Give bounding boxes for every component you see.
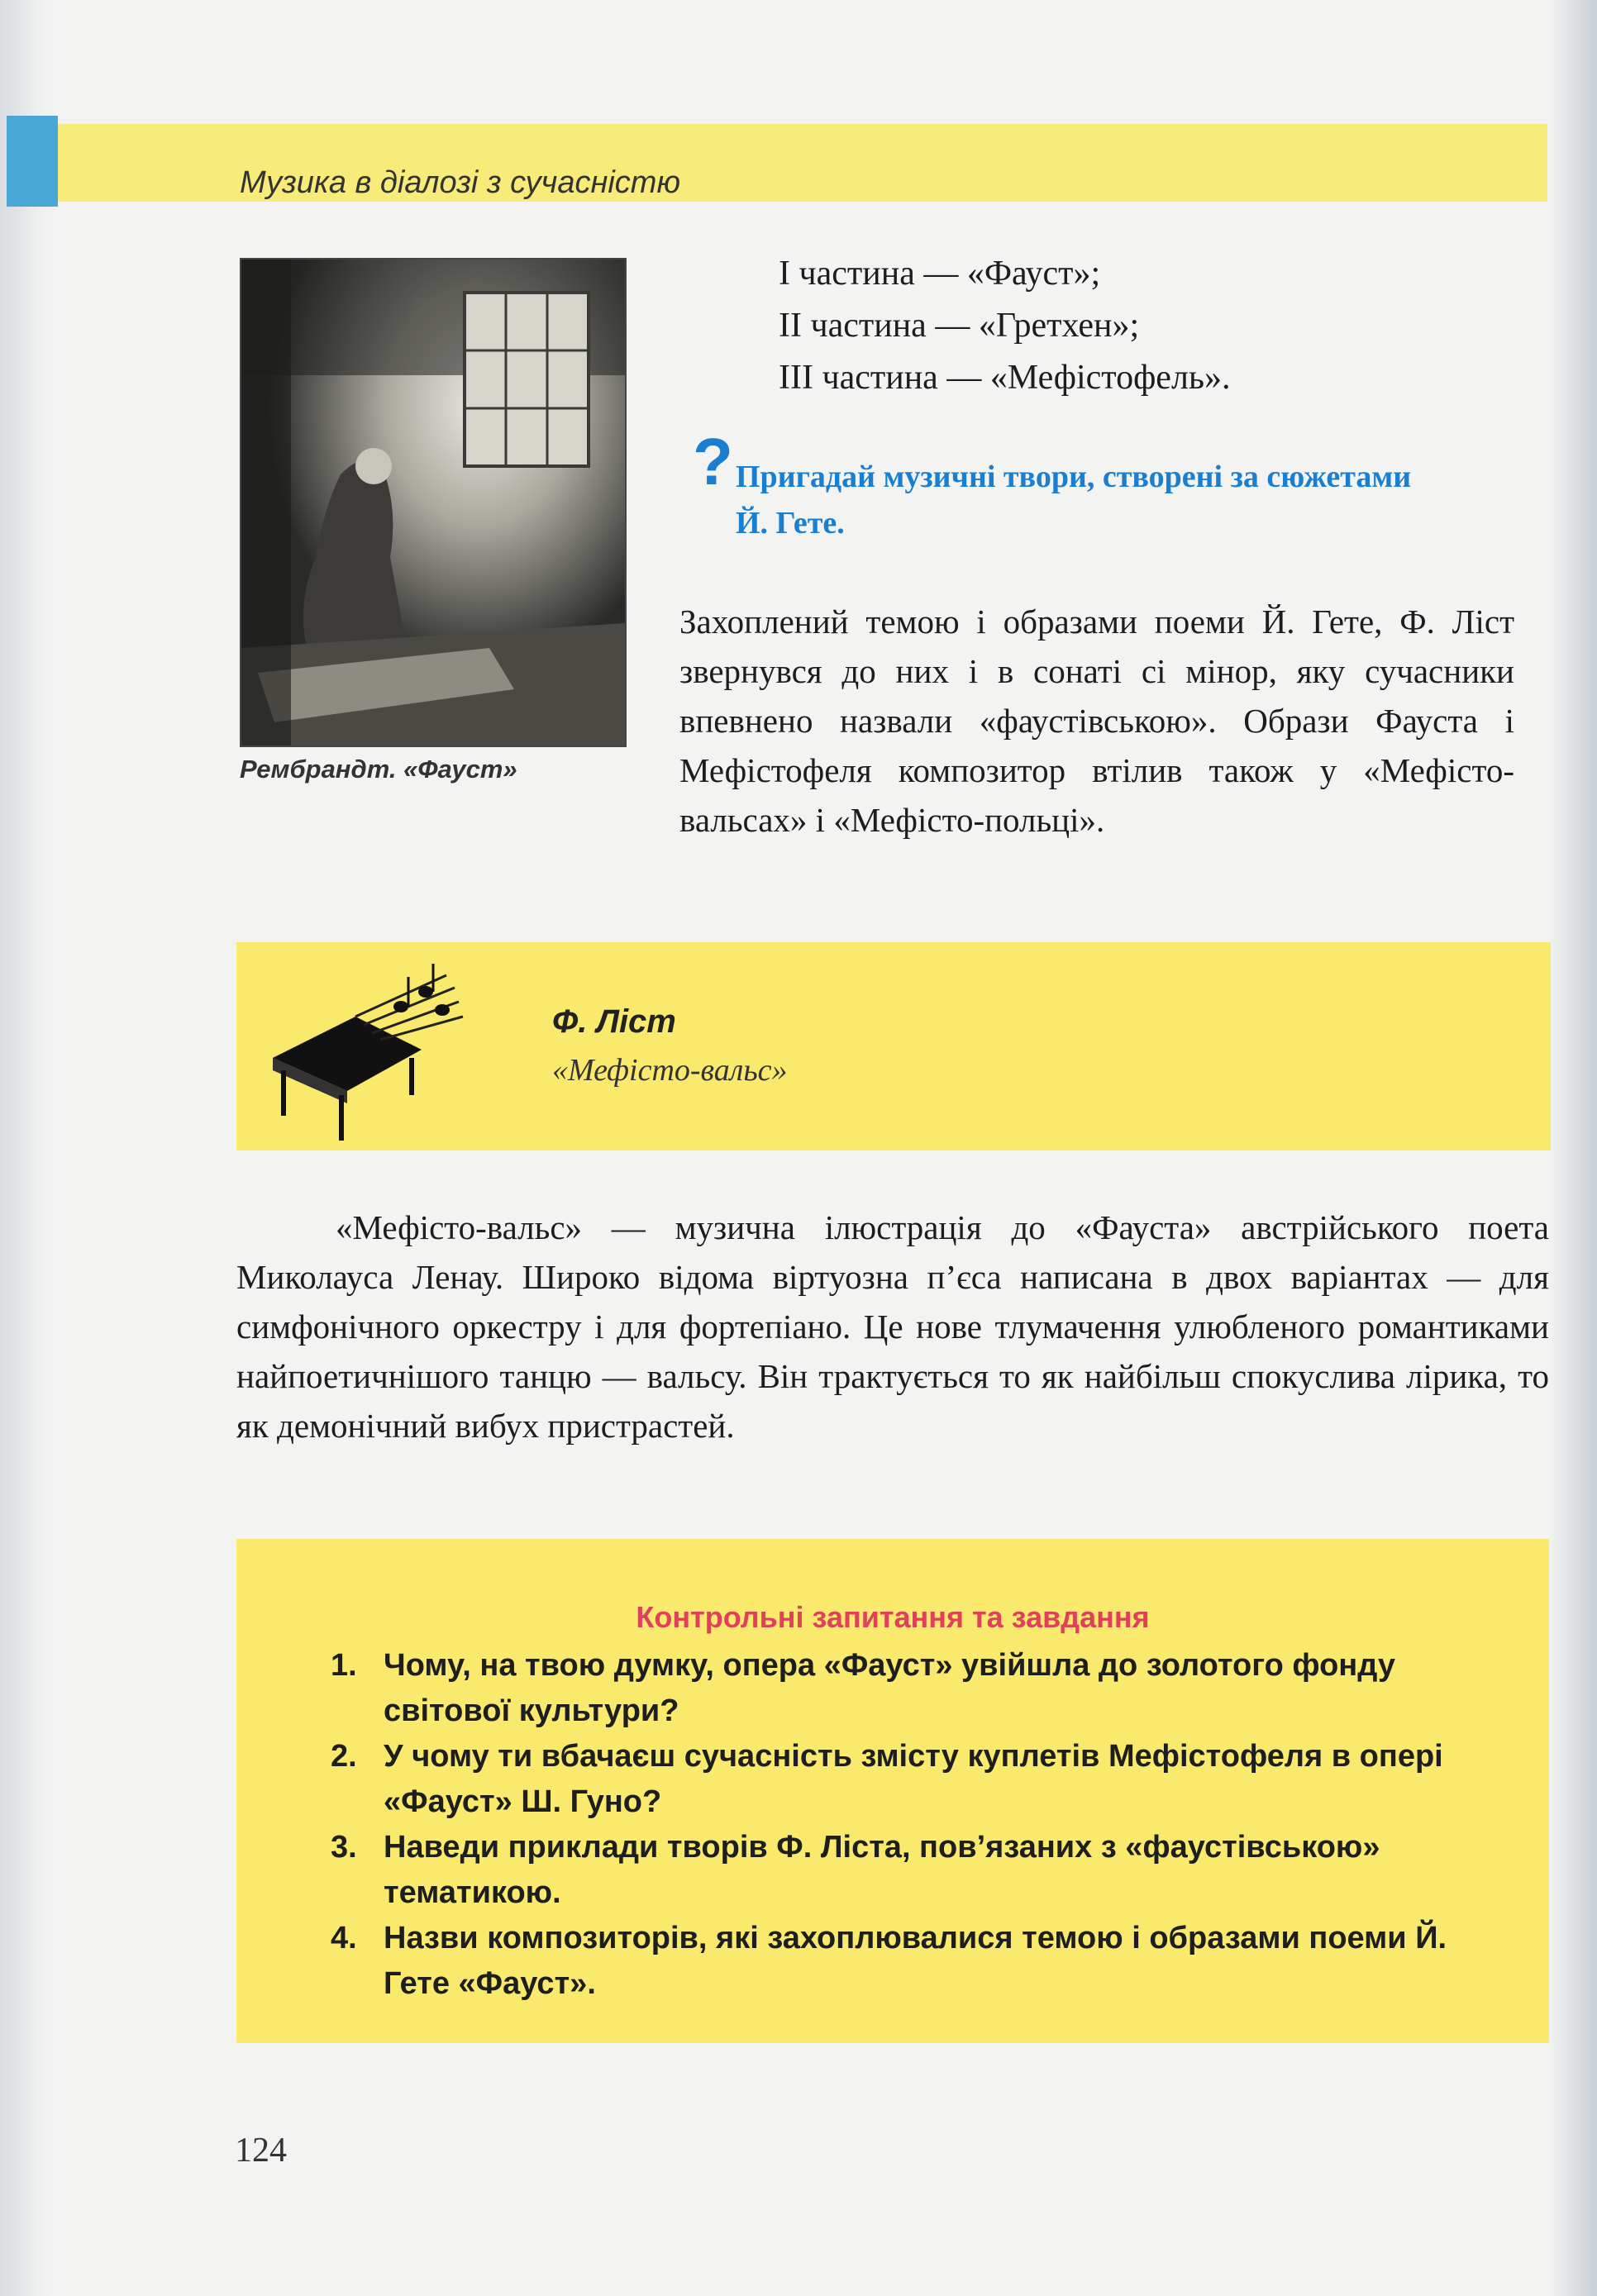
body-paragraph (236, 1203, 1549, 1450)
question-text: Пригадай музичні твори, створені за сюжетами Й. Гете. (736, 460, 1412, 541)
list-item (331, 1734, 1504, 1825)
page-number: 124 (235, 2132, 287, 2170)
page-binding-edge (0, 0, 58, 2296)
paragraph-text: «Мефісто-вальс» — музична ілюстрація до «Фауста» австрійського поета Миколауса Ленау. Широко відома віртуозна п’єса написана в двох варіантах — для симфонічного оркестру і для фортепіано. Це нове тлумачення улюбленого романтиками найпоетичнішого танцю — вальсу. Він трактується то як найбільш спокуслива лірика, то як демонічний вибух пристрастей. (236, 1208, 1549, 1445)
item-text: Назви композиторів, які захоплювалися темою і образами поеми Й. Гете «Фауст». (384, 1921, 1447, 2001)
body-paragraph: Захоплений темою і образами поеми Й. Гете, Ф. Ліст звернувся до них і в сонаті сі мінор, яку сучасники впевнено назвали «фаустівською». Образи Фауста і Мефістофеля композитор втілив також у «Мефісто-вальсах» і «Мефісто-польці». (679, 603, 1514, 839)
list-item (331, 1643, 1504, 1734)
work-title: «Мефісто-вальс» (552, 1053, 788, 1088)
list-item (331, 1916, 1504, 2007)
running-header-title: Музика в діалозі з сучасністю (240, 165, 681, 200)
question-mark-icon: ? (693, 425, 733, 498)
composer-name: Ф. Ліст (552, 1003, 676, 1040)
part-line: І частина — «Фауст»; (779, 255, 1101, 293)
section-tab-marker (7, 116, 58, 207)
review-questions-title: Контрольні запитання та завдання (636, 1600, 1150, 1634)
item-text: Чому, на твою думку, опера «Фауст» увійшла до золотого фонду світової культури? (384, 1648, 1395, 1728)
rembrandt-faust-image (240, 258, 627, 747)
part-line: ІІ частина — «Гретхен»; (779, 307, 1140, 345)
item-number: 1. (331, 1648, 357, 1683)
item-number: 2. (331, 1739, 357, 1774)
piano-notes-icon (256, 959, 471, 1141)
review-questions-list (331, 1643, 1504, 2007)
item-text: У чому ти вбачаєш сучасність змісту куплетів Мефістофеля в опері «Фауст» Ш. Гуно? (384, 1739, 1443, 1819)
figure-caption: Рембрандт. «Фауст» (240, 755, 517, 784)
item-number: 4. (331, 1921, 357, 1955)
list-item (331, 1825, 1504, 1916)
item-number: 3. (331, 1830, 357, 1865)
page-outer-edge (1547, 0, 1597, 2296)
item-text: Наведи приклади творів Ф. Ліста, пов’язаних з «фаустівською» тематикою. (384, 1830, 1380, 1910)
sonata-parts-list (779, 248, 1231, 404)
part-line: ІІІ частина — «Мефістофель». (779, 359, 1231, 397)
